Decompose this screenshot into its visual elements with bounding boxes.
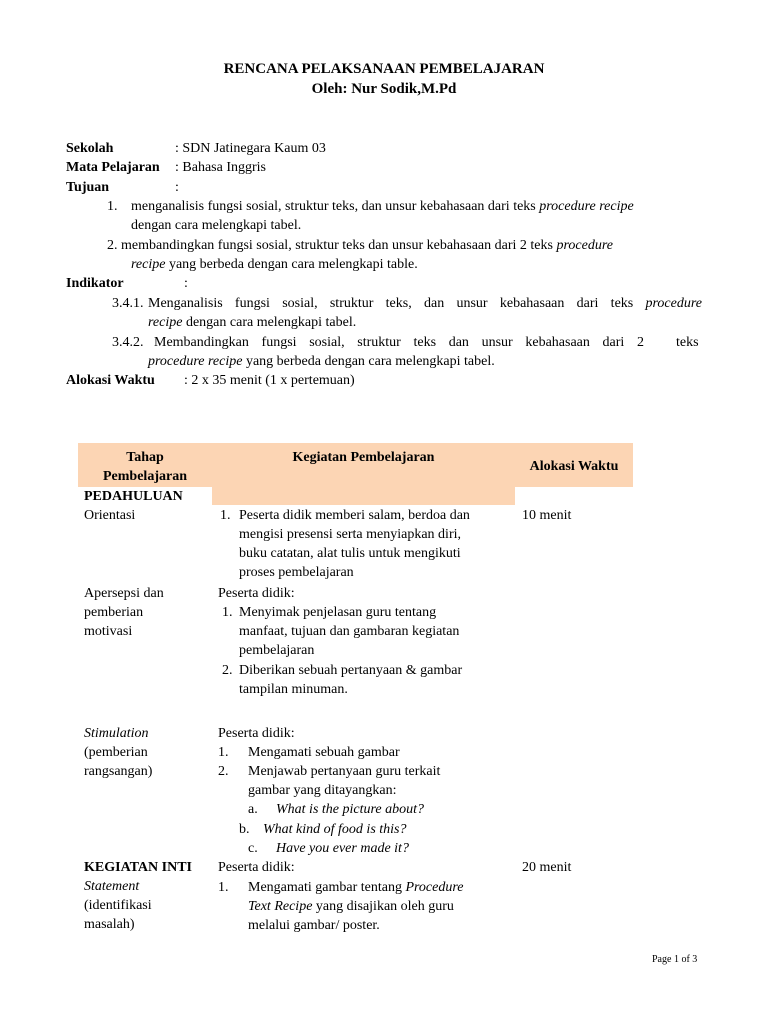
activity-item-number: 1. <box>218 880 229 895</box>
sekolah-value: : SDN Jatinegara Kaum 03 <box>175 141 326 156</box>
table-header-stage: Tahap Pembelajaran <box>103 450 187 484</box>
activity-item-number: 2. <box>218 764 229 779</box>
tujuan-colon: : <box>175 180 179 195</box>
question-text: Have you ever made it? <box>276 841 409 856</box>
activity-intro: Peserta didik: <box>218 726 295 741</box>
activity-item-text: Diberikan sebuah pertanyaan & gambar tampilan minuman. <box>239 663 463 697</box>
indikator-item-text: teks <box>676 335 699 350</box>
time-orientasi: 10 menit <box>522 508 572 523</box>
sekolah-label: Sekolah <box>66 141 114 156</box>
indikator-colon: : <box>184 276 188 291</box>
indikator-item-number: 3.4.2. <box>112 335 144 350</box>
page-number: Page 1 of 3 <box>652 954 698 965</box>
activity-item-number: 1. <box>222 605 233 620</box>
stage-stimulation: Stimulation (pemberian rangsangan) <box>84 726 153 779</box>
stage-apersepsi: Apersepsi dan pemberian motivasi <box>84 586 164 639</box>
question-letter: c. <box>248 841 258 856</box>
question-letter: a. <box>248 802 258 817</box>
activity-intro: Peserta didik: <box>218 586 295 601</box>
activity-item-text: Menjawab pertanyaan guru terkait gambar yang ditayangkan: <box>248 764 441 798</box>
activity-item-number: 1. <box>218 745 229 760</box>
tujuan-label: Tujuan <box>66 180 110 195</box>
question-text: What kind of food is this? <box>263 822 407 837</box>
activity-item-number: 1. <box>220 508 231 523</box>
stage-pendahuluan: PEDAHULUAN <box>84 489 183 504</box>
activity-item-text: Mengamati sebuah gambar <box>248 745 400 760</box>
table-header-activity: Kegiatan Pembelajaran <box>292 450 435 465</box>
alokasi-value: : 2 x 35 menit (1 x pertemuan) <box>184 373 355 388</box>
activity-item-text: Mengamati gambar tentang Procedure Text Recipe yang disajikan oleh guru melalui gambar/ poster. <box>248 880 464 933</box>
question-letter: b. <box>239 822 250 837</box>
indikator-item-number: 3.4.1. <box>112 296 144 311</box>
tujuan-item-text: recipe yang berbeda dengan cara melengkapi table. <box>131 257 418 272</box>
indikator-item-text: procedure recipe yang berbeda dengan cara melengkapi tabel. <box>148 354 495 369</box>
table-header-time: Alokasi Waktu <box>529 459 619 474</box>
tujuan-item-number: 1. <box>107 199 118 214</box>
document-title: RENCANA PELAKSANAAN PEMBELAJARAN <box>223 61 545 77</box>
indikator-item-text: Membandingkan fungsi sosial, struktur teks dan unsur kebahasaan dari 2 <box>154 335 644 350</box>
indikator-item-text: recipe dengan cara melengkapi tabel. <box>148 315 357 330</box>
stage-kegiatan-inti: KEGIATAN INTI Statement (identifikasi masalah) <box>84 860 193 932</box>
indikator-item-text: Menganalisis fungsi sosial, struktur teks, dan unsur kebahasaan dari teks procedure <box>148 296 702 311</box>
activity-item-text: Peserta didik memberi salam, berdoa dan mengisi presensi serta menyiapkan diri, buku catatan, alat tulis untuk mengikuti proses pembelajaran <box>239 508 470 580</box>
tujuan-item-text: menganalisis fungsi sosial, struktur teks, dan unsur kebahasaan dari teks procedure recipe <box>131 199 634 214</box>
document-author: Oleh: Nur Sodik,M.Pd <box>311 81 457 97</box>
stage-orientasi: Orientasi <box>84 508 136 523</box>
activity-item-text: Menyimak penjelasan guru tentang manfaat, tujuan dan gambaran kegiatan pembelajaran <box>239 605 460 658</box>
tujuan-item-text: membandingkan fungsi sosial, struktur teks dan unsur kebahasaan dari 2 teks procedure <box>121 238 613 253</box>
mapel-value: : Bahasa Inggris <box>175 160 266 175</box>
time-inti: 20 menit <box>522 860 572 875</box>
mapel-label: Mata Pelajaran <box>66 160 160 175</box>
question-text: What is the picture about? <box>276 802 425 817</box>
alokasi-label: Alokasi Waktu <box>66 373 155 388</box>
indikator-label: Indikator <box>66 276 124 291</box>
activity-item-number: 2. <box>222 663 233 678</box>
tujuan-item-text: dengan cara melengkapi tabel. <box>131 218 302 233</box>
activity-intro: Peserta didik: <box>218 860 295 875</box>
tujuan-item-number: 2. <box>107 238 118 253</box>
